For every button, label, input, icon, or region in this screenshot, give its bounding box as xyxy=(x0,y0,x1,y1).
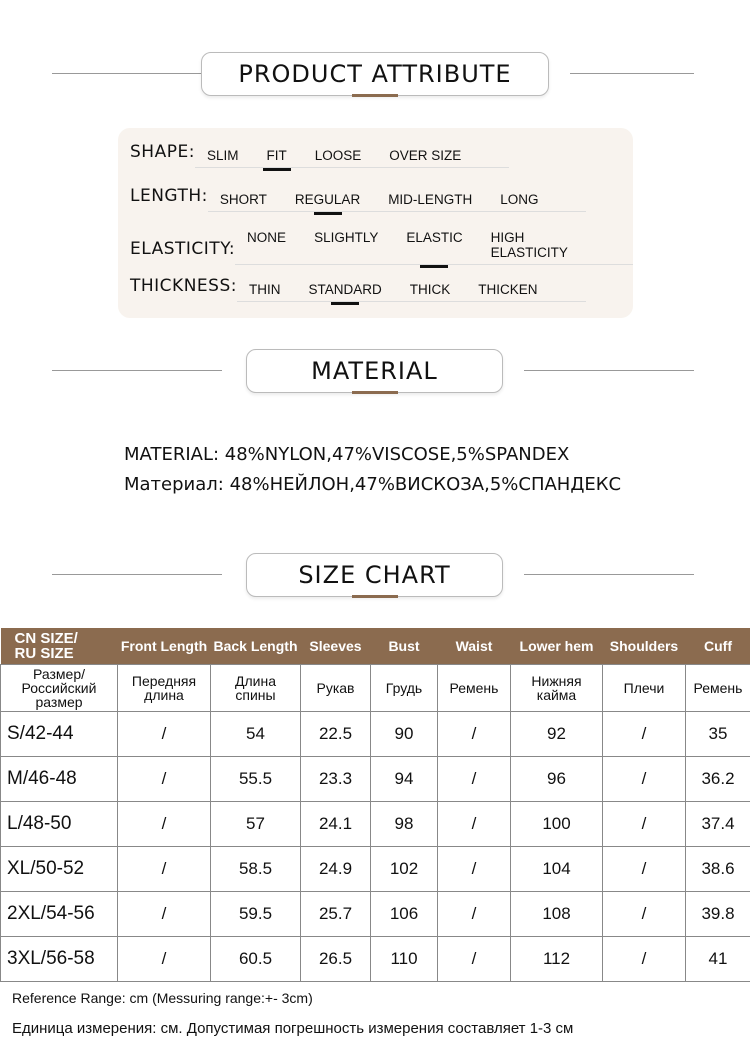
material-value: 48%НЕЙЛОН,47%ВИСКОЗА,5%СПАНДЕКС xyxy=(229,474,622,495)
column-header-ru: Плечи xyxy=(603,665,686,712)
measure-cell: 38.6 xyxy=(686,847,750,892)
material-ru xyxy=(124,474,621,495)
measure-cell: 57 xyxy=(211,802,301,847)
measure-cell: 106 xyxy=(371,892,438,937)
attribute-option: REGULAR xyxy=(294,192,361,207)
attribute-label: LENGTH: xyxy=(130,186,208,206)
measure-cell: / xyxy=(603,937,686,982)
size-cell: L/48-50 xyxy=(1,802,118,847)
column-header: Sleeves xyxy=(301,628,371,665)
measure-cell: / xyxy=(438,937,511,982)
measure-cell: 26.5 xyxy=(301,937,371,982)
measure-cell: / xyxy=(603,712,686,757)
attribute-option: THIN xyxy=(248,282,281,297)
measure-cell: 35 xyxy=(686,712,750,757)
column-header-ru: Длина спины xyxy=(211,665,301,712)
measure-cell: 41 xyxy=(686,937,750,982)
title-text: PRODUCT ATTRIBUTE xyxy=(238,60,512,88)
column-header: Bust xyxy=(371,628,438,665)
measure-cell: 22.5 xyxy=(301,712,371,757)
attribute-option: HIGH ELASTICITY xyxy=(490,230,568,260)
measure-cell: / xyxy=(118,847,211,892)
measure-cell: 54 xyxy=(211,712,301,757)
measure-cell: / xyxy=(603,802,686,847)
material-label: Материал: xyxy=(124,474,224,495)
measure-cell: 102 xyxy=(371,847,438,892)
measure-cell: 59.5 xyxy=(211,892,301,937)
material-en xyxy=(124,444,569,465)
column-header: Shoulders xyxy=(603,628,686,665)
measure-cell: 96 xyxy=(511,757,603,802)
table-row xyxy=(1,847,750,892)
attribute-options xyxy=(195,148,509,168)
measure-cell: 112 xyxy=(511,937,603,982)
table-row xyxy=(1,712,750,757)
size-cell: 3XL/56-58 xyxy=(1,937,118,982)
column-header-ru: Нижняя кайма xyxy=(511,665,603,712)
table-row xyxy=(1,802,750,847)
measure-cell: 98 xyxy=(371,802,438,847)
measure-cell: / xyxy=(118,802,211,847)
attribute-option: LOOSE xyxy=(314,148,362,163)
measure-cell: 108 xyxy=(511,892,603,937)
attribute-options xyxy=(235,230,633,265)
measure-cell: / xyxy=(438,712,511,757)
measure-cell: / xyxy=(603,847,686,892)
attribute-option: SLIM xyxy=(206,148,239,163)
attribute-row xyxy=(130,230,633,259)
measure-cell: 104 xyxy=(511,847,603,892)
attribute-row xyxy=(130,142,509,162)
attribute-option: SLIGHTLY xyxy=(314,230,379,245)
size-cell: S/42-44 xyxy=(1,712,118,757)
title-text: MATERIAL xyxy=(311,357,438,385)
attribute-option: OVER SIZE xyxy=(389,148,462,163)
column-header: Front Length xyxy=(118,628,211,665)
column-header-ru: Ремень xyxy=(438,665,511,712)
material-label: MATERIAL: xyxy=(124,444,220,465)
attribute-option: THICK xyxy=(409,282,451,297)
size-chart-table xyxy=(0,628,750,982)
section-title-material xyxy=(246,349,503,393)
attribute-option: THICKEN xyxy=(478,282,538,297)
size-cell: 2XL/54-56 xyxy=(1,892,118,937)
measure-cell: / xyxy=(603,892,686,937)
measure-cell: 36.2 xyxy=(686,757,750,802)
measure-cell: / xyxy=(118,892,211,937)
measure-cell: 100 xyxy=(511,802,603,847)
measure-cell: 37.4 xyxy=(686,802,750,847)
measure-cell: 92 xyxy=(511,712,603,757)
measure-cell: / xyxy=(438,802,511,847)
column-header-ru: Передняя длина xyxy=(118,665,211,712)
measure-cell: 24.9 xyxy=(301,847,371,892)
attribute-option: LONG xyxy=(500,192,539,207)
attribute-option: FIT xyxy=(266,148,287,163)
table-row xyxy=(1,937,750,982)
reference-range-ru: Единица измерения: см. Допустимая погрешность измерения составляет 1-3 см xyxy=(12,1020,574,1037)
attribute-label: SHAPE: xyxy=(130,142,195,162)
column-header: Cuff xyxy=(686,628,750,665)
attribute-label: THICKNESS: xyxy=(130,276,237,296)
measure-cell: 25.7 xyxy=(301,892,371,937)
column-header: Waist xyxy=(438,628,511,665)
material-value: 48%NYLON,47%VISCOSE,5%SPANDEX xyxy=(224,444,570,465)
measure-cell: 23.3 xyxy=(301,757,371,802)
attribute-label: ELASTICITY: xyxy=(130,239,236,259)
section-title-size-chart xyxy=(246,553,503,597)
size-cell: M/46-48 xyxy=(1,757,118,802)
column-header-ru: Ремень xyxy=(686,665,750,712)
measure-cell: 55.5 xyxy=(211,757,301,802)
measure-cell: / xyxy=(438,892,511,937)
column-header-ru: Грудь xyxy=(371,665,438,712)
attribute-option: NONE xyxy=(247,230,287,245)
measure-cell: 60.5 xyxy=(211,937,301,982)
measure-cell: 110 xyxy=(371,937,438,982)
measure-cell: 90 xyxy=(371,712,438,757)
measure-cell: / xyxy=(118,937,211,982)
attribute-option: MID-LENGTH xyxy=(388,192,473,207)
attribute-row xyxy=(130,276,586,296)
measure-cell: / xyxy=(603,757,686,802)
column-header: Back Length xyxy=(211,628,301,665)
measure-cell: 94 xyxy=(371,757,438,802)
attribute-options xyxy=(237,282,586,302)
attribute-panel xyxy=(118,128,633,318)
title-text: SIZE CHART xyxy=(298,561,451,589)
measure-cell: 24.1 xyxy=(301,802,371,847)
reference-range-en: Reference Range: cm (Messuring range:+- 3cm) xyxy=(12,990,313,1006)
measure-cell: 58.5 xyxy=(211,847,301,892)
size-cell: XL/50-52 xyxy=(1,847,118,892)
attribute-option: ELASTIC xyxy=(406,230,462,260)
measure-cell: / xyxy=(438,757,511,802)
attribute-option: SHORT xyxy=(219,192,267,207)
column-header: Lower hem xyxy=(511,628,603,665)
measure-cell: / xyxy=(118,757,211,802)
column-header-ru: Рукав xyxy=(301,665,371,712)
column-header: CN SIZE/ RU SIZE xyxy=(1,628,118,665)
measure-cell: 39.8 xyxy=(686,892,750,937)
attribute-option: STANDARD xyxy=(308,282,382,297)
table-row xyxy=(1,892,750,937)
measure-cell: / xyxy=(438,847,511,892)
section-title-attribute xyxy=(201,52,549,96)
column-header-ru: Размер/ Российский размер xyxy=(1,665,118,712)
attribute-row xyxy=(130,186,586,206)
attribute-options xyxy=(208,192,587,212)
table-row xyxy=(1,757,750,802)
measure-cell: / xyxy=(118,712,211,757)
